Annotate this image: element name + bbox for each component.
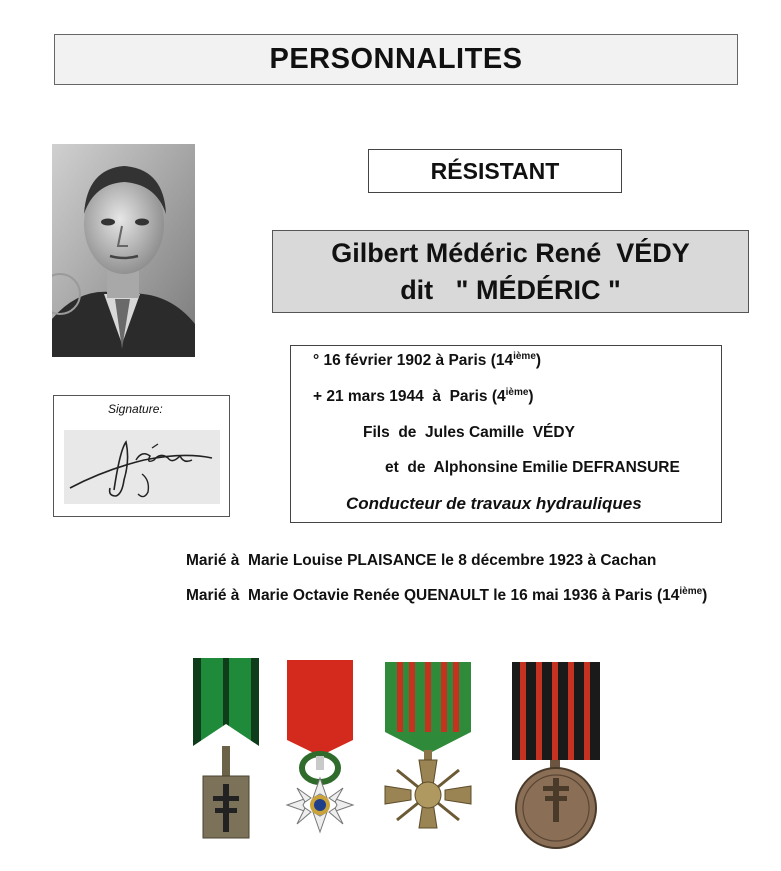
liberation-cross-medal-icon <box>193 658 259 845</box>
signature-box <box>53 395 230 517</box>
legion-honneur-medal-icon <box>283 660 358 845</box>
category-label: RÉSISTANT <box>368 149 622 193</box>
resistance-medal-icon <box>510 662 602 857</box>
death-line: + 21 mars 1944 à Paris (4ième) <box>313 386 534 405</box>
signature-label: Signature: <box>108 402 163 416</box>
profession-line: Conducteur de travaux hydrauliques <box>346 494 642 513</box>
signature-image <box>64 430 220 504</box>
birth-line: ° 16 février 1902 à Paris (14ième) <box>313 350 542 369</box>
page-title: PERSONNALITES <box>54 34 738 85</box>
croix-de-guerre-medal-icon <box>383 662 473 845</box>
person-alias: dit " MÉDÉRIC " <box>400 274 621 305</box>
person-full-name: Gilbert Médéric René VÉDY <box>331 237 690 268</box>
father-line: Fils de Jules Camille VÉDY <box>363 424 575 441</box>
marriage-1: Marié à Marie Louise PLAISANCE le 8 décembre 1923 à Cachan <box>186 552 657 569</box>
biography-box <box>290 345 722 523</box>
portrait-photo <box>52 144 195 357</box>
mother-line: et de Alphonsine Emilie DEFRANSURE <box>385 459 680 476</box>
marriage-2: Marié à Marie Octavie Renée QUENAULT le 16 mai 1936 à Paris (14ième) <box>186 585 708 604</box>
person-name-box <box>272 230 749 313</box>
